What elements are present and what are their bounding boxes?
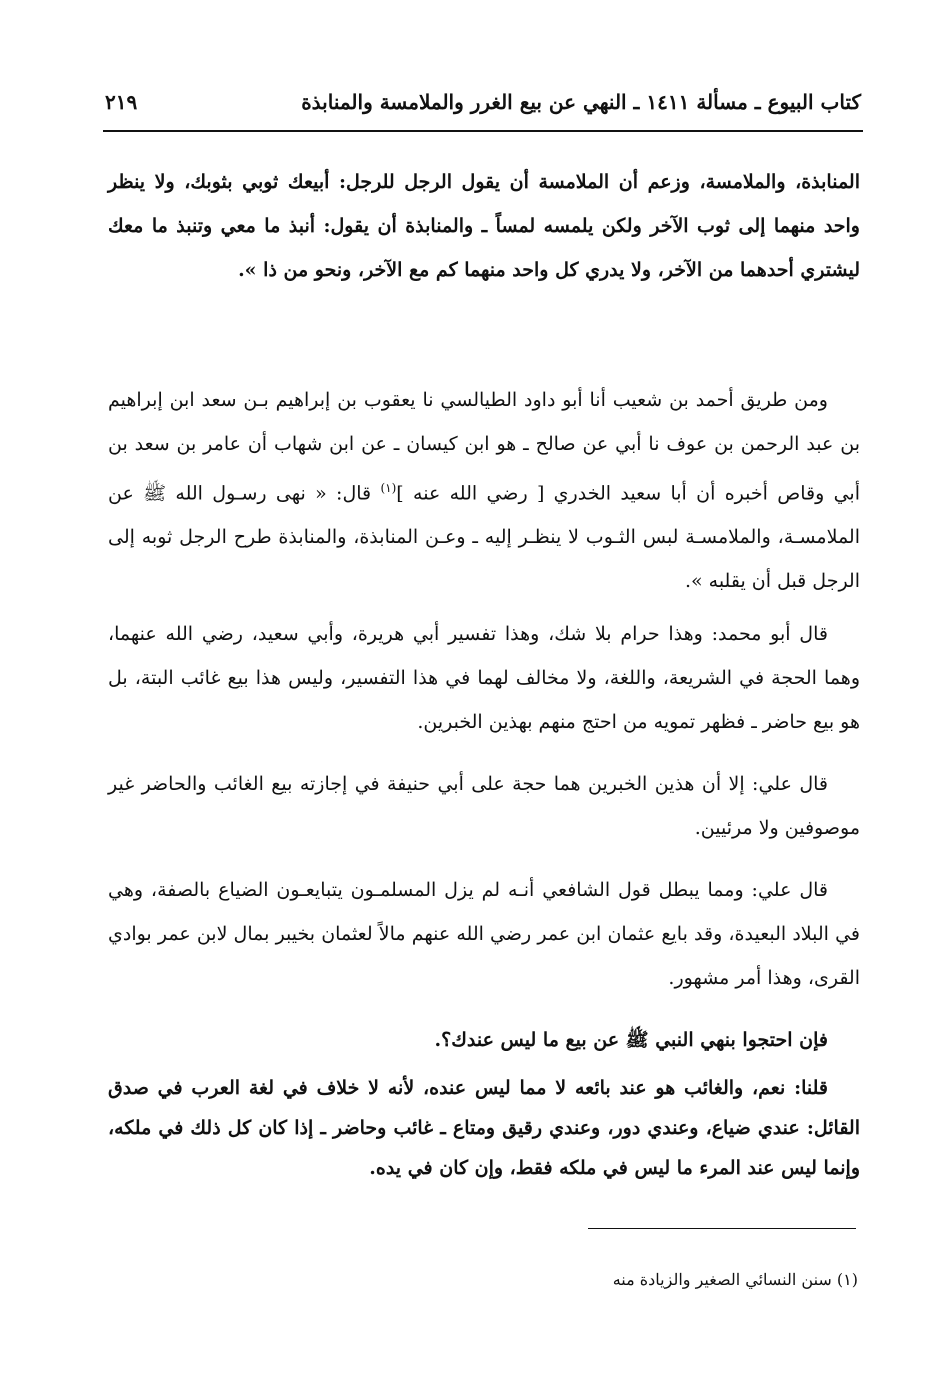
isnad-paragraph	[108, 378, 860, 603]
quote-continuation-paragraph: المنابذة، والملامسة، وزعم أن الملامسة أن يقول الرجل للرجل: أبيعك ثوبي بثوبك، ولا ينظر واحد منهما إلى ثوب الآخر ولكن يلمسه لمساً ـ والمنابذة أن يقول: أنبذ ما معي وتنبذ ما معك ليشتري أحدهما من الآخر، ولا يدري كل واحد منهما كم مع الآخر، ونحو من ذا ».	[108, 171, 860, 281]
running-header	[105, 82, 861, 122]
abu-muhammad-paragraph	[108, 612, 860, 744]
ali-paragraph-1	[108, 762, 860, 850]
page-number: ٢١٩	[105, 90, 138, 114]
footnote-1: (١) سنن النسائي الصغير والزيادة منه	[612, 1270, 858, 1289]
footnote-marker: (١)	[380, 481, 397, 495]
ali-text-2: قال علي: ومما يبطل قول الشافعي أنـه لم يزل المسلمـون يتبايعـون الضياع بالصفة، وهي في البلاد البعيدة، وقد بايع عثمان ابن عمر رضي الله عنهم مالاً لعثمان بخيبر بمال لابن عمر بوادي القرى، وهذا أمر مشهور.	[108, 879, 860, 989]
ali-text-1: قال علي: إلا أن هذين الخبرين هما حجة على أبي حنيفة في إجازته بيع الغائب والحاضر غير موصوفين ولا مرئيين.	[108, 773, 860, 839]
reply-text: قلنا: نعم، والغائب هو عند بائعه لا مما ليس عنده، لأنه لا خلاف في لغة العرب في صدق القائل: عندي ضياع، وعندي دور، وعندي رقيق ومتاع ـ غائب وحاضر ـ إذا كان كل ذلك في ملكه، وإنما ليس عند المرء ما ليس في ملكه فقط، وإن كان في يده.	[108, 1077, 860, 1179]
abu-muhammad-text: قال أبو محمد: وهذا حرام بلا شك، وهذا تفسير أبي هريرة، وأبي سعيد، رضي الله عنهما، وهما الحجة في الشريعة، واللغة، ولا مخالف لهما في هذا التفسير، وليس هذا بيع غائب البتة، بل هو بيع حاضر ـ فظهر تمويه من احتج منهم بهذين الخبرين.	[108, 623, 860, 733]
footnote-divider	[588, 1228, 856, 1229]
isnad-text-part2: قال: « نهى رسـول الله ﷺ عن الملامسـة، والملامسـة لبس الثـوب لا ينظـر إليه ـ وعـن المنابذة، والمنابذة طرح الرجل ثوبه إلى الرجل قبل أن يقلبه ».	[108, 482, 860, 593]
objection-text: فإن احتجوا بنهي النبي ﷺ عن بيع ما ليس عندك؟.	[434, 1029, 828, 1051]
header-divider	[103, 130, 863, 132]
isnad-text-part1: ومن طريق أحمد بن شعيب أنا أبو داود الطيالسي نا يعقوب بن إبراهيم بـن سعد ابن إبراهيم بن عبد الرحمن بن عوف نا أبي عن صالح ـ هو ابن كيسان ـ عن ابن شهاب أن عامر بن سعد بن أبي وقاص أخبره أن أبا سعيد الخدري [ رضي الله عنه ]	[108, 389, 860, 505]
objection-paragraph	[108, 1018, 860, 1062]
ali-paragraph-2	[108, 868, 860, 1000]
header-title: كتاب البيوع ـ مسألة ١٤١١ ـ النهي عن بيع الغرر والملامسة والمنابذة	[301, 90, 861, 114]
reply-paragraph	[108, 1068, 860, 1188]
